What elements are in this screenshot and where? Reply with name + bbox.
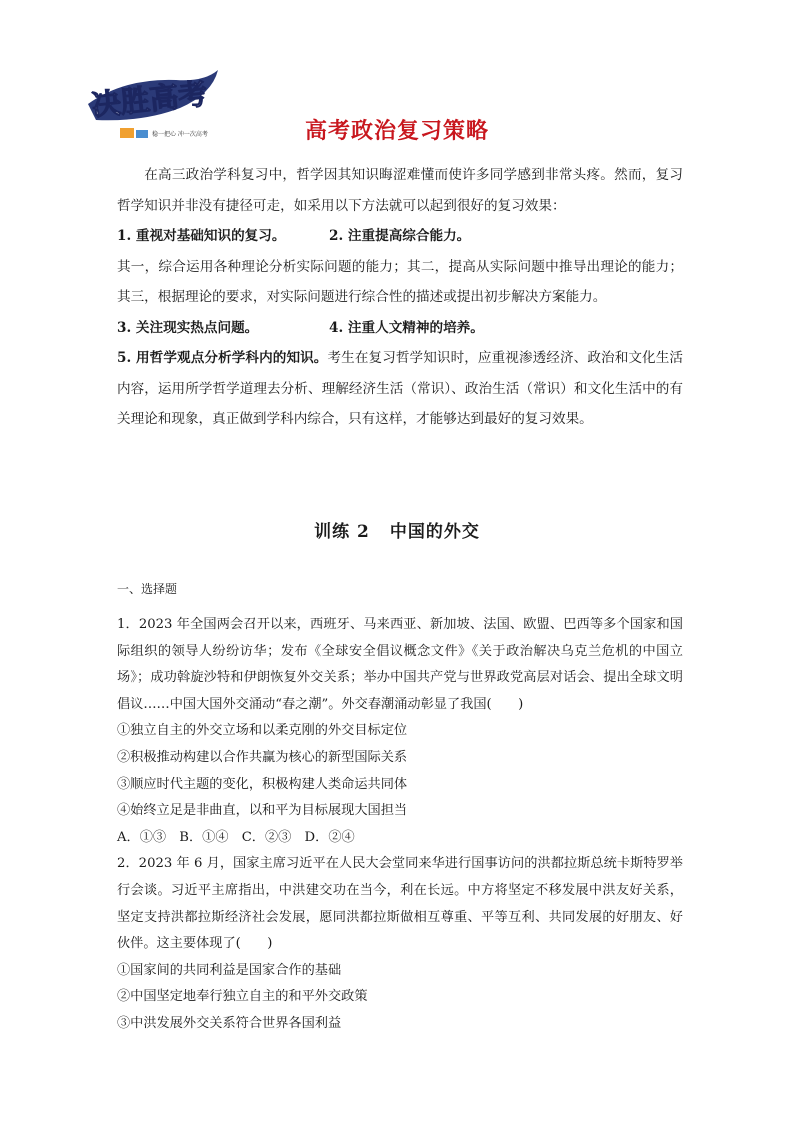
method-item-5-heading: 5. 用哲学观点分析学科内的知识。 bbox=[117, 350, 328, 366]
question-1-option: ④始终立足是非曲直，以和平为目标展现大国担当 bbox=[117, 803, 408, 819]
section-number: 训练 2 bbox=[314, 522, 370, 542]
method-item-4: 4. 注重人文精神的培养。 bbox=[329, 319, 484, 336]
question-category: 一、选择题 bbox=[117, 582, 178, 596]
method-item-2: 2. 注重提高综合能力。 bbox=[329, 228, 471, 244]
question-2-option: ①国家间的共同利益是国家合作的基础 bbox=[117, 962, 342, 978]
question-1-option: ③顺应时代主题的变化，积极构建人类命运共同体 bbox=[117, 776, 408, 792]
section-name: 中国的外交 bbox=[389, 522, 480, 542]
method-item-1: 1. 重视对基础知识的复习。 bbox=[117, 228, 286, 244]
question-1-option: ①独立自主的外交立场和以柔克刚的外交目标定位 bbox=[117, 723, 408, 739]
intro-paragraph: 在高三政治学科复习中，哲学因其知识晦涩难懂而使许多同学感到非常头疼。然而，复习哲学知识并非没有捷径可走，如采用以下方法就可以起到很好的复习效果： bbox=[117, 167, 683, 214]
logo-subtitle: 稳一把心 冲一次高考 bbox=[152, 131, 208, 138]
method-item-3: 3. 关注现实热点问题。 bbox=[117, 319, 259, 336]
method-detail: 其一，综合运用各种理论分析实际问题的能力；其二，提高从实际问题中推导出理论的能力；其三，根据理论的要求，对实际问题进行综合性的描述或提出初步解决方案能力。 bbox=[117, 258, 683, 305]
question-2-option: ②中国坚定地奉行独立自主的和平外交政策 bbox=[117, 989, 368, 1005]
question-2-stem: 2．2023 年 6 月，国家主席习近平在人民大会堂同来华进行国事访问的洪都拉斯总统卡斯特罗举行会谈。习近平主席指出，中洪建交功在当今，利在长远。中方将坚定不移发展中洪友好关系，坚定支持洪都拉斯经济社会发展，愿同洪都拉斯做相互尊重、平等互利、共同发展的好朋友、好伙伴。这主要体现了( ) bbox=[117, 856, 683, 952]
method-row-2 bbox=[117, 313, 683, 344]
question-1-stem: 1．2023 年全国两会召开以来，西班牙、马来西亚、新加坡、法国、欧盟、巴西等多个国家和国际组织的领导人纷纷访华；发布《全球安全倡议概念文件》《关于政治解决乌克兰危机的中国立场》；成功斡旋沙特和伊朗恢复外交关系；举办中国共产党与世界政党高层对话会、提出全球文明倡议……中国大国外交涌动“春之潮”。外交春潮涌动彰显了我国( ) bbox=[117, 617, 683, 712]
intro-block bbox=[117, 160, 683, 435]
page-title: 高考政治复习策略 bbox=[304, 119, 489, 144]
method-row-1 bbox=[117, 221, 683, 252]
question-2-option: ③中洪发展外交关系符合世界各国利益 bbox=[117, 1015, 342, 1031]
method-item-5 bbox=[117, 343, 683, 435]
question-list bbox=[117, 566, 683, 1038]
question-1-choices: A．①③ B．①④ C．②③ D．②④ bbox=[117, 829, 355, 845]
section-title bbox=[0, 517, 794, 542]
question-1-option: ②积极推动构建以合作共赢为核心的新型国际关系 bbox=[117, 749, 408, 765]
method-item-5-text: 考生在复习哲学知识时，应重视渗透经济、政治和文化生活内容，运用所学哲学道理去分析、理解经济生活（常识）、政治生活（常识）和文化生活中的有关理论和现象，真正做到学科内综合，只有这样，才能够达到最好的复习效果。 bbox=[117, 350, 683, 427]
logo-text: 决胜高考 bbox=[90, 76, 210, 123]
